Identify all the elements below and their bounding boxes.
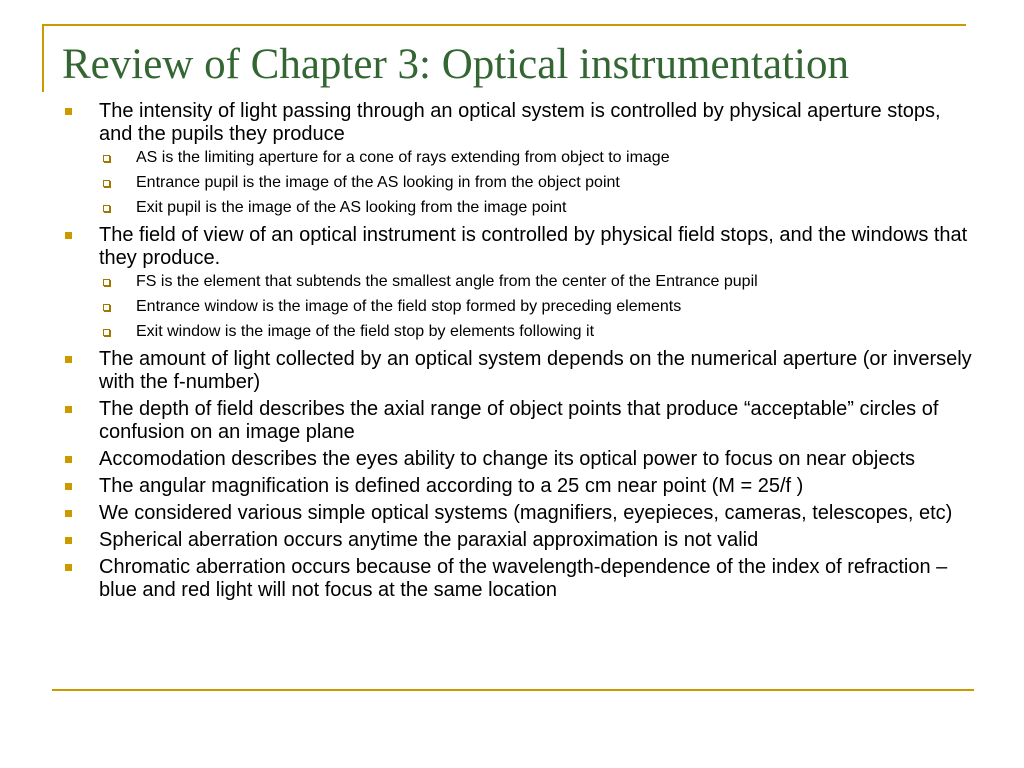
bullet-text: We considered various simple optical systems (magnifiers, eyepieces, cameras, telescopes, etc) [99,502,953,524]
sub-bullet-text: Entrance window is the image of the field stop formed by preceding elements [136,298,682,315]
sub-bullet-text: Exit pupil is the image of the AS looking from the image point [136,199,567,216]
sub-bullet-text: Entrance pupil is the image of the AS looking in from the object point [136,174,620,191]
square-bullet-icon [65,510,72,517]
bullet-item [62,556,972,602]
sub-bullet-text: Exit window is the image of the field stop by elements following it [136,323,595,340]
title-top-rule [42,24,966,26]
hollow-square-bullet-icon [103,279,110,286]
hollow-square-bullet-icon [103,329,110,336]
bullet-text: The angular magnification is defined according to a 25 cm near point (M = 25/f ) [99,475,804,497]
bullet-list-container [62,100,972,606]
hollow-square-bullet-icon [103,205,110,212]
bullet-text: Chromatic aberration occurs because of the wavelength-dependence of the index of refraction – blue and red light will not focus at the same location [99,556,948,601]
square-bullet-icon [65,406,72,413]
bullet-text: Spherical aberration occurs anytime the paraxial approximation is not valid [99,529,759,551]
bullet-item [62,398,972,444]
bullet-text: Accomodation describes the eyes ability to change its optical power to focus on near objects [99,448,916,470]
sub-bullet-item [99,273,972,291]
bullet-text: The depth of field describes the axial range of object points that produce “acceptable” circles of confusion on an image plane [99,398,939,443]
square-bullet-icon [65,108,72,115]
bullet-item [62,100,972,217]
sub-bullet-text: AS is the limiting aperture for a cone of rays extending from object to image [136,149,670,166]
bullet-item [62,448,972,471]
sub-bullet-text: FS is the element that subtends the smallest angle from the center of the Entrance pupil [136,273,758,290]
bullet-text: The amount of light collected by an optical system depends on the numerical aperture (or inversely with the f-number) [99,348,972,393]
bullet-item [62,475,972,498]
sub-bullet-list [99,149,972,217]
sub-bullet-item [99,174,972,192]
bullet-item [62,224,972,341]
square-bullet-icon [65,232,72,239]
bullet-text: The intensity of light passing through an optical system is controlled by physical aperture stops, and the pupils they produce [99,100,941,145]
sub-bullet-item [99,199,972,217]
title-left-rule [42,24,44,92]
square-bullet-icon [65,356,72,363]
bullet-list [62,100,972,602]
bullet-item [62,348,972,394]
slide-title: Review of Chapter 3: Optical instrumentation [62,41,849,88]
sub-bullet-item [99,149,972,167]
hollow-square-bullet-icon [103,180,110,187]
square-bullet-icon [65,483,72,490]
square-bullet-icon [65,537,72,544]
sub-bullet-item [99,323,972,341]
square-bullet-icon [65,456,72,463]
bottom-rule [52,689,974,691]
hollow-square-bullet-icon [103,155,110,162]
sub-bullet-item [99,298,972,316]
hollow-square-bullet-icon [103,304,110,311]
bullet-item [62,502,972,525]
bullet-item [62,529,972,552]
sub-bullet-list [99,273,972,341]
bullet-text: The field of view of an optical instrument is controlled by physical field stops, and the windows that they produce. [99,224,968,269]
square-bullet-icon [65,564,72,571]
